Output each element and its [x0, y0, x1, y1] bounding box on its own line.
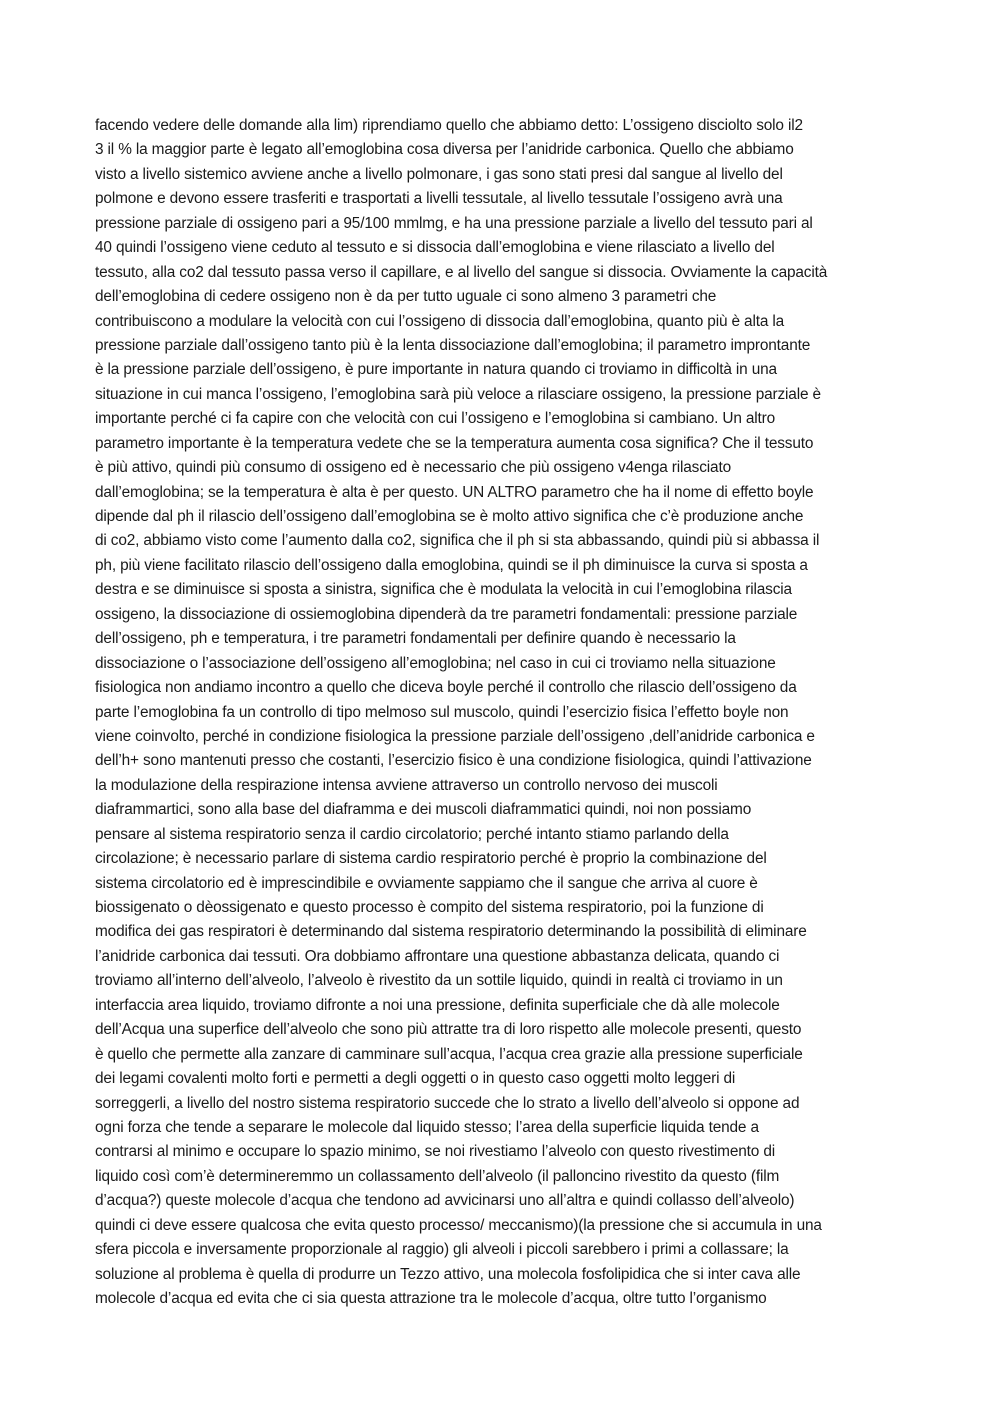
text-line: dell’Acqua una superfice dell’alveolo che sono più attratte tra di loro rispetto alle molecole presenti, questo [95, 1021, 802, 1039]
text-line: 3 il % la maggior parte è legato all’emoglobina cosa diversa per l’anidride carbonica. Quello che abbiamo [95, 141, 794, 159]
text-line: pensare al sistema respiratorio senza il cardio circolatorio; perché intanto stiamo parlando della [95, 825, 729, 843]
text-line: l’anidride carbonica dai tessuti. Ora dobbiamo affrontare una questione abbastanza delicata, quando ci [95, 947, 780, 965]
text-line: troviamo all’interno dell’alveolo, l’alveolo è rivestito da un sottile liquido, quindi in realtà ci troviamo in un [95, 972, 783, 990]
text-line: sfera piccola e inversamente proporzionale al raggio) gli alveoli i piccoli sarebbero i primi a collassare; la [95, 1241, 789, 1259]
text-line: parametro importante è la temperatura vedete che se la temperatura aumenta cosa significa? Che il tessuto [95, 434, 814, 452]
body-text [95, 114, 915, 1311]
text-line: è la pressione parziale dell’ossigeno, è pure importante in natura quando ci troviamo in difficoltà in una [95, 361, 777, 379]
text-line: quindi ci deve essere qualcosa che evita questo processo/ meccanismo)(la pressione che si accumula in una [95, 1216, 822, 1234]
text-line: dell’ossigeno, ph e temperatura, i tre parametri fondamentali per definire quando è necessario la [95, 630, 736, 648]
text-line: d’acqua?) queste molecole d’acqua che tendono ad avvicinarsi uno all’altra e quindi collasso dell’alveolo) [95, 1192, 795, 1210]
text-line: tessuto, alla co2 dal tessuto passa verso il capillare, e al livello del sangue si dissocia. Ovviamente la capacità [95, 263, 828, 281]
text-line: pressione parziale dall’ossigeno tanto più è la lenta dissociazione dall’emoglobina; il parametro improntante [95, 336, 811, 354]
text-line: dell’emoglobina di cedere ossigeno non è da per tutto uguale ci sono almeno 3 parametri che [95, 288, 717, 306]
text-line: sorreggerli, a livello del nostro sistema respiratorio succede che lo strato a livello dell’alveolo si oppone ad [95, 1094, 800, 1112]
text-line: liquido così com’è determineremmo un collassamento dell’alveolo (il palloncino rivestito da questo (film [95, 1167, 780, 1185]
text-line: interfaccia area liquido, troviamo difronte a noi una pressione, definita superficiale che dà alle molecole [95, 996, 780, 1014]
text-line: contribuiscono a modulare la velocità con cui l’ossigeno di dissocia dall’emoglobina, quanto più è alta la [95, 312, 785, 330]
text-line: sistema circolatorio ed è imprescindibile e ovviamente sappiamo che il sangue che arriva al cuore è [95, 874, 758, 892]
text-line: circolazione; è necessario parlare di sistema cardio respiratorio perché è proprio la combinazione del [95, 850, 767, 868]
text-line: dissociazione o l’associazione dell’ossigeno all’emoglobina; nel caso in cui ci troviamo nella situazione [95, 654, 776, 672]
text-line: soluzione al problema è quella di produrre un Tezzo attivo, una molecola fosfolipidica che si inter cava alle [95, 1265, 801, 1283]
text-line: ossigeno, la dissociazione di ossiemoglobina dipenderà da tre parametri fondamentali: pressione parziale [95, 605, 798, 623]
text-line: situazione in cui manca l’ossigeno, l’emoglobina sarà più veloce a rilasciare ossigeno, la pressione parziale è [95, 385, 821, 403]
text-line: diaframmartici, sono alla base del diaframma e dei muscoli diaframmatici quindi, noi non possiamo [95, 801, 752, 819]
text-line: parte l’emoglobina fa un controllo di tipo melmoso sul muscolo, quindi l’esercizio fisica l’effetto boyle non [95, 703, 789, 721]
text-line: dei legami covalenti molto forti e permetti a degli oggetti o in questo caso oggetti molto leggeri di [95, 1070, 736, 1088]
text-line: facendo vedere delle domande alla lim) riprendiamo quello che abbiamo detto: L’ossigeno disciolto solo il2 [95, 117, 803, 134]
text-line: 40 quindi l’ossigeno viene ceduto al tessuto e si dissocia dall’emoglobina e viene rilasciato a livello del [95, 239, 775, 257]
text-line: viene coinvolto, perché in condizione fisiologica la pressione parziale dell’ossigeno ,dell’anidride carbonica e [95, 727, 815, 745]
text-line: destra e se diminuisce si sposta a sinistra, significa che è modulata la velocità in cui l’emoglobina rilascia [95, 581, 792, 599]
text-line: pressione parziale di ossigeno pari a 95/100 mmlmg, e ha una pressione parziale a livello del tessuto pari al [95, 214, 813, 232]
text-line: molecole d’acqua ed evita che ci sia questa attrazione tra le molecole d’acqua, oltre tutto l’organismo [95, 1290, 767, 1307]
text-line: fisiologica non andiamo incontro a quello che diceva boyle perché il controllo che rilascio dell’ossigeno da [95, 679, 797, 697]
text-line: è più attivo, quindi più consumo di ossigeno ed è necessario che più ossigeno v4enga rilasciato [95, 459, 731, 477]
text-line: importante perché ci fa capire con che velocità con cui l’ossigeno e l’emoglobina si cambiano. Un altro [95, 410, 776, 428]
text-line: polmone e devono essere trasferiti e trasportati a livelli tessutale, al livello tessutale l’ossigeno avrà una [95, 190, 783, 208]
text-line: modifica dei gas respiratori è determinando dal sistema respiratorio determinando la possibilità di eliminare [95, 923, 807, 941]
text-line: biossigenato o dèossigenato e questo processo è compito del sistema respiratorio, poi la funzione di [95, 899, 764, 916]
text-line: ogni forza che tende a separare le molecole dal liquido stesso; l’area della superficie liquida tende a [95, 1118, 759, 1136]
text-line: la modulazione della respirazione intensa avviene attraverso un controllo nervoso dei muscoli [95, 776, 718, 794]
text-line: dell’h+ sono mantenuti presso che costanti, l’esercizio fisico è una condizione fisiologica, quindi l’attivazione [95, 752, 812, 770]
text-line: dipende dal ph il rilascio dell’ossigeno dall’emoglobina se è molto attivo significa che c’è produzione anche [95, 508, 804, 525]
text-line: contrarsi al minimo e occupare lo spazio minimo, se noi rivestiamo l’alveolo con questo rivestimento di [95, 1143, 776, 1161]
text-line: visto a livello sistemico avviene anche a livello polmonare, i gas sono stati presi dal sangue al livello del [95, 165, 783, 183]
text-line: dall’emoglobina; se la temperatura è alta è per questo. UN ALTRO parametro che ha il nome di effetto boyle [95, 483, 814, 501]
text-line: ph, più viene facilitato rilascio dell’ossigeno dalla emoglobina, quindi se il ph diminuisce la curva si sposta a [95, 556, 808, 574]
text-line: è quello che permette alla zanzare di camminare sull’acqua, l’acqua crea grazie alla pressione superficiale [95, 1045, 803, 1063]
text-line: di co2, abbiamo visto come l’aumento dalla co2, significa che il ph si sta abbassando, quindi più si abbassa il [95, 532, 820, 550]
